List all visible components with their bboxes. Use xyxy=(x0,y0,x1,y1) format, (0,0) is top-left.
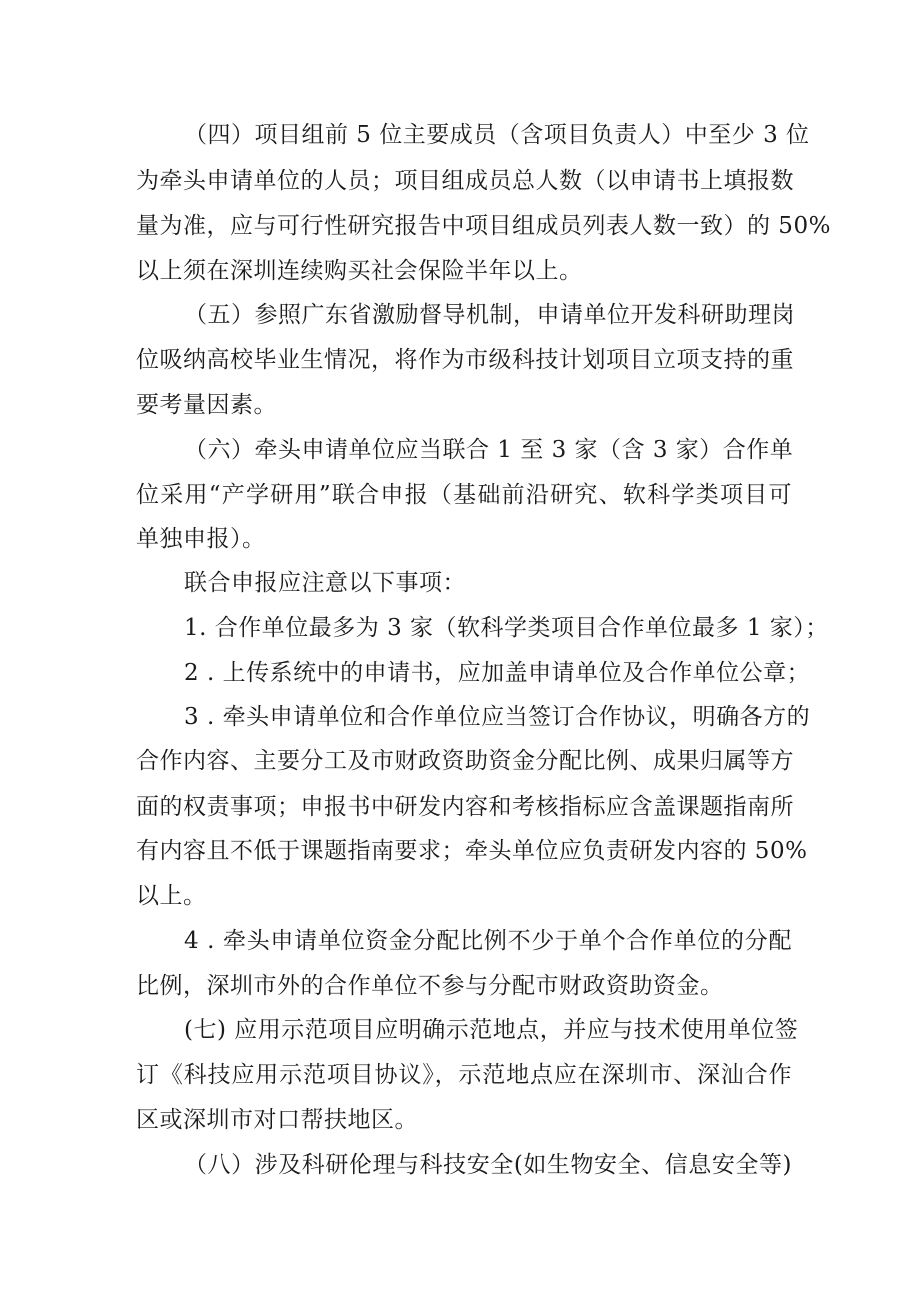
item-4-line-1: 4 . 牵头申请单位资金分配比例不少于单个合作单位的分配 xyxy=(184,928,792,954)
paragraph-6-line-1: （六）牵头申请单位应当联合 1 至 3 家（含 3 家）合作单 xyxy=(184,437,794,463)
paragraph-5-line-3: 要考量因素。 xyxy=(136,392,277,418)
paragraph-4-line-1: （四）项目组前 5 位主要成员（含项目负责人）中至少 3 位 xyxy=(184,122,810,148)
item-3-line-2: 合作内容、主要分工及市财政资助资金分配比例、成果归属等方 xyxy=(136,748,794,774)
paragraph-4-line-2: 为牵头申请单位的人员；项目组成员总人数（以申请书上填报数 xyxy=(136,168,794,194)
item-1-line-1: 1. 合作单位最多为 3 家（软科学类项目合作单位最多 1 家）； xyxy=(184,615,829,641)
paragraph-4-line-3: 量为准，应与可行性研究报告中项目组成员列表人数一致）的 50% xyxy=(136,213,831,239)
joint-application-heading: 联合申报应注意以下事项： xyxy=(184,570,466,596)
paragraph-7-line-3: 区或深圳市对口帮扶地区。 xyxy=(136,1107,418,1133)
item-3-line-3: 面的权责事项；申报书中研发内容和考核指标应含盖课题指南所 xyxy=(136,794,794,820)
paragraph-6-line-3: 单独申报）。 xyxy=(136,526,266,552)
item-4-line-2: 比例，深圳市外的合作单位不参与分配市财政资助资金。 xyxy=(136,973,724,999)
paragraph-4-line-4: 以上须在深圳连续购买社会保险半年以上。 xyxy=(136,258,583,284)
paragraph-6-line-2: 位采用“产学研用”联合申报（基础前沿研究、软科学类项目可 xyxy=(136,482,792,508)
paragraph-7-line-1: (七) 应用示范项目应明确示范地点，并应与技术使用单位签 xyxy=(184,1017,799,1043)
item-3-line-5: 以上。 xyxy=(136,883,207,909)
item-2-line-1: 2 . 上传系统中的申请书，应加盖申请单位及合作单位公章； xyxy=(184,660,811,686)
paragraph-8-line-1: （八）涉及科研伦理与科技安全(如生物安全、信息安全等) xyxy=(184,1152,792,1178)
paragraph-7-line-2: 订《科技应用示范项目协议》，示范地点应在深圳市、深汕合作 xyxy=(136,1062,792,1088)
item-3-line-4: 有内容且不低于课题指南要求；牵头单位应负责研发内容的 50% xyxy=(136,838,808,864)
paragraph-5-line-1: （五）参照广东省激励督导机制，申请单位开发科研助理岗 xyxy=(184,302,795,328)
paragraph-5-line-2: 位吸纳高校毕业生情况，将作为市级科技计划项目立项支持的重 xyxy=(136,347,794,373)
item-3-line-1: 3 . 牵头申请单位和合作单位应当签订合作协议，明确各方的 xyxy=(184,704,811,730)
